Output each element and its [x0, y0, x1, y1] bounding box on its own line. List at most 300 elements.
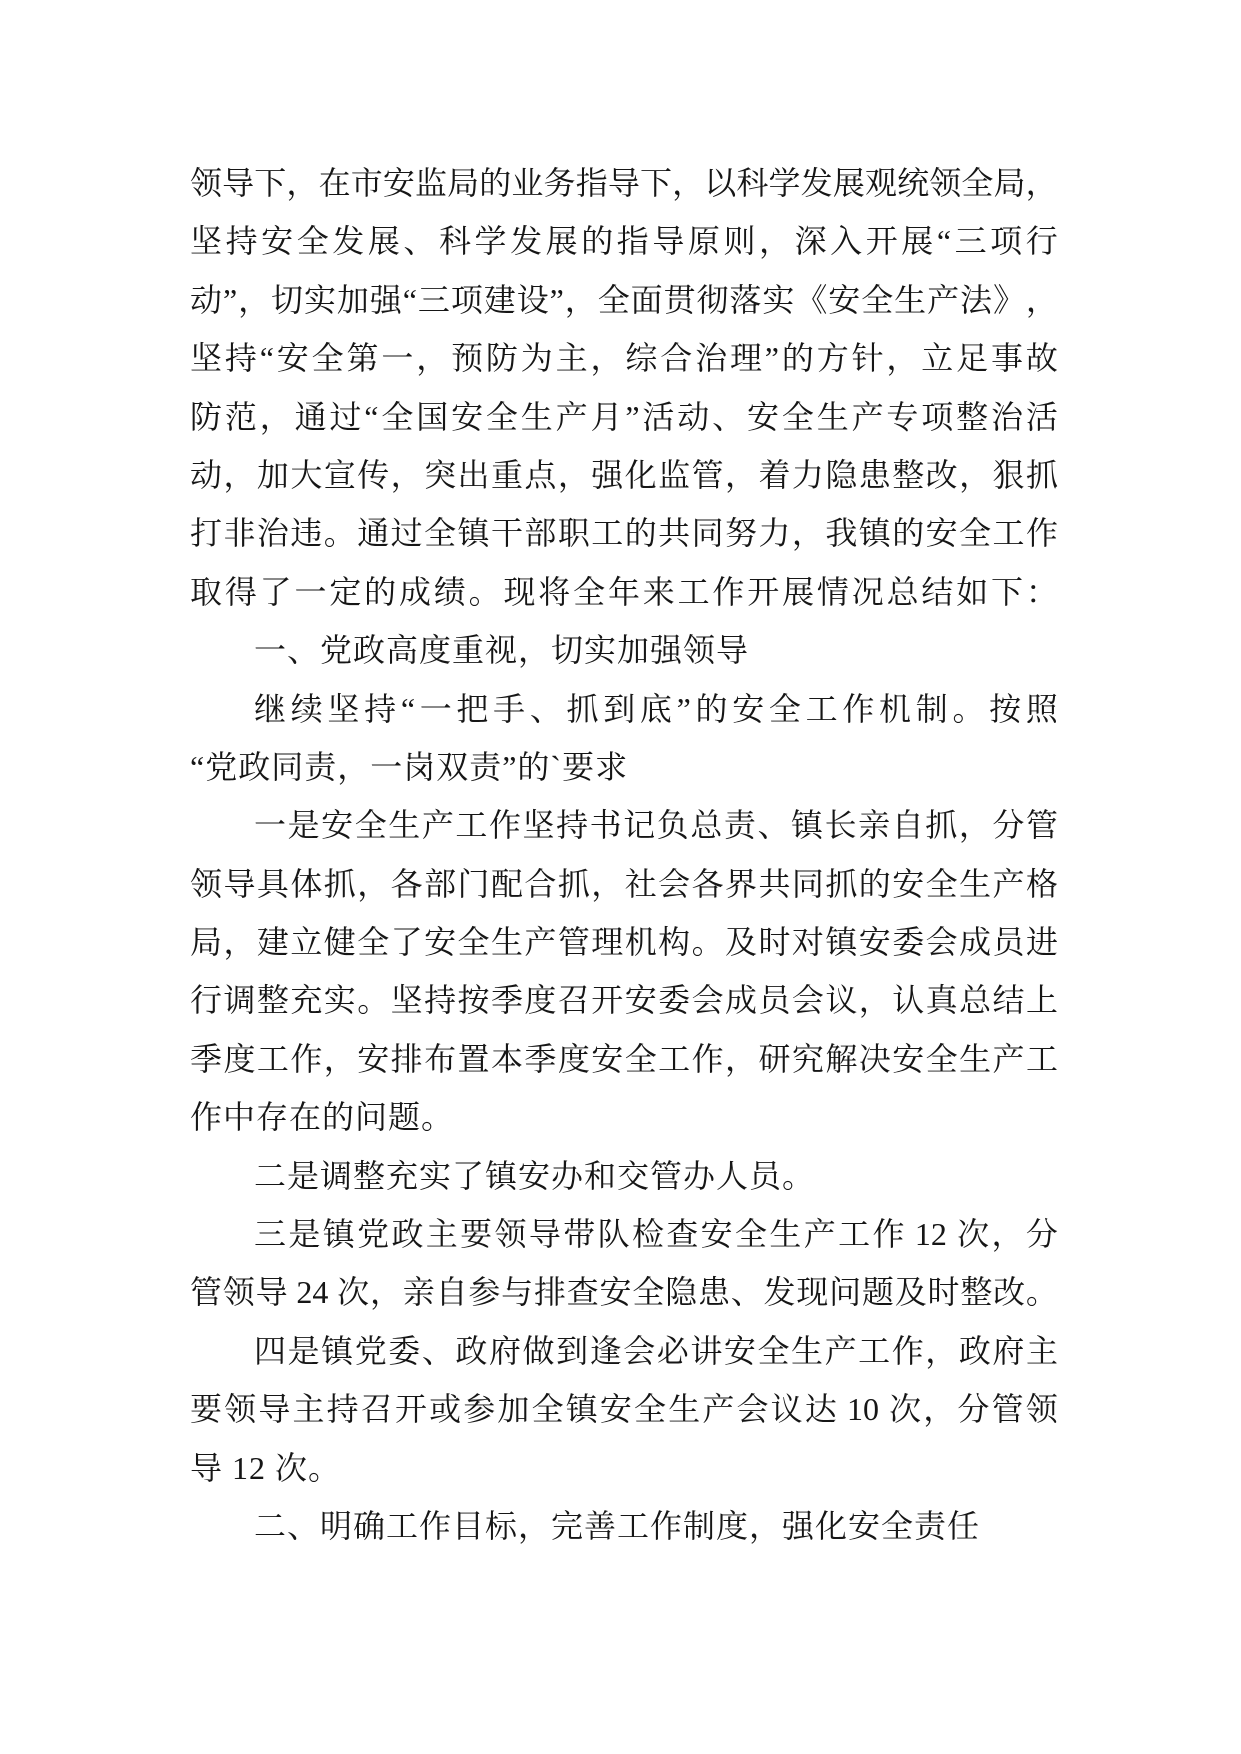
- text-line: [190, 1380, 1058, 1438]
- text-token: 同: [691, 515, 724, 552]
- text-token: 取: [190, 573, 223, 610]
- text-token: 安: [732, 690, 765, 727]
- text-token: 亲: [858, 807, 891, 844]
- text-token: 镇: [322, 1216, 355, 1253]
- text-token: 的: [858, 865, 891, 902]
- text-token: 的: [479, 165, 512, 201]
- text-token: 12: [906, 1216, 955, 1253]
- text-token: ，: [369, 1274, 402, 1311]
- text-token: 作: [488, 807, 521, 844]
- text-token: 领: [929, 165, 962, 201]
- text-token: 委: [658, 982, 691, 1019]
- text-token: 安: [892, 865, 925, 902]
- text-token: 治: [695, 340, 728, 377]
- text-token: 。: [357, 982, 390, 1019]
- text-token: 镇: [321, 1332, 354, 1369]
- text-token: 。: [1025, 1274, 1058, 1311]
- text-token: 府: [488, 1332, 521, 1369]
- text-token: 抓: [925, 807, 958, 844]
- text-token: 活: [1025, 398, 1058, 435]
- text-token: 下: [991, 573, 1024, 610]
- text-token: 发: [763, 1274, 796, 1311]
- text-token: 主: [425, 1216, 458, 1253]
- text-token: ，: [416, 340, 449, 377]
- text-token: 生: [520, 398, 553, 435]
- text-token: 机: [624, 924, 657, 961]
- text-token: 安: [723, 1332, 756, 1369]
- text-token: 方: [816, 340, 849, 377]
- text-token: 导: [258, 1391, 291, 1428]
- text-token: 实: [303, 281, 336, 318]
- text-token: 行: [1025, 223, 1058, 260]
- text-token: “: [400, 690, 416, 727]
- text-token: 镇: [565, 1391, 598, 1428]
- text-token: 达: [804, 1391, 837, 1428]
- text-token: 总: [690, 807, 723, 844]
- text-token: 局: [447, 165, 480, 201]
- text-token: 国: [416, 398, 449, 435]
- text-token: 主: [292, 1391, 325, 1428]
- text-token: 作: [1025, 515, 1058, 552]
- text-token: 作: [290, 1040, 323, 1077]
- text-token: 现: [796, 1274, 829, 1311]
- text-token: 展: [367, 223, 400, 260]
- text-token: ，: [1025, 165, 1058, 201]
- text-token: 管: [190, 1274, 223, 1311]
- text-token: 员: [758, 982, 791, 1019]
- text-token: 构: [658, 924, 691, 961]
- text-token: ，: [259, 398, 292, 435]
- text-token: 成: [725, 982, 758, 1019]
- text-token: 导: [255, 1274, 288, 1311]
- text-token: 整: [892, 456, 925, 493]
- text-token: 统: [897, 165, 930, 201]
- text-token: 按: [457, 982, 490, 1019]
- text-token: 是: [287, 807, 320, 844]
- text-token: 发: [510, 223, 543, 260]
- text-token: 为: [520, 340, 553, 377]
- text-token: ，: [591, 865, 624, 902]
- text-token: 将: [538, 573, 571, 610]
- text-token: 建: [256, 924, 289, 961]
- text-token: 四: [254, 1332, 287, 1369]
- text-token: 手: [493, 690, 526, 727]
- text-token: 全: [624, 1040, 657, 1077]
- text-token: 逢: [589, 1332, 622, 1369]
- text-token: 防: [485, 340, 518, 377]
- text-token: 深: [794, 223, 827, 260]
- text-token: 局: [190, 924, 223, 961]
- text-token: 全: [381, 398, 414, 435]
- text-token: 全: [757, 1332, 790, 1369]
- text-token: 持: [364, 690, 397, 727]
- text-token: 安: [321, 807, 354, 844]
- text-token: 调: [223, 982, 256, 1019]
- text-token: 全: [632, 1274, 665, 1311]
- text-token: 安: [424, 924, 457, 961]
- text-token: 工: [805, 690, 838, 727]
- text-token: 体: [290, 865, 323, 902]
- text-token: ，: [390, 456, 423, 493]
- text-token: 开: [865, 223, 898, 260]
- text-token: 同: [791, 865, 824, 902]
- text-token: 导: [652, 223, 685, 260]
- text-token: 到: [556, 1332, 589, 1369]
- text-token: 到: [603, 690, 636, 727]
- text-line: [190, 504, 1058, 562]
- text-token: 打: [190, 515, 223, 552]
- text-token: 检: [631, 1216, 664, 1253]
- text-token: 安: [451, 398, 484, 435]
- text-token: 、: [529, 690, 562, 727]
- text-token: 职: [557, 515, 590, 552]
- text-token: 实: [323, 982, 356, 1019]
- text-token: 作: [891, 1332, 924, 1369]
- text-token: 分: [957, 1391, 990, 1428]
- text-token: 彻: [696, 281, 729, 318]
- text-token: 隐: [665, 1274, 698, 1311]
- text-token: 贯: [663, 281, 696, 318]
- text-token: 领: [224, 1391, 257, 1428]
- text-token: 落: [729, 281, 762, 318]
- text-token: 部: [524, 515, 557, 552]
- text-token: 带: [563, 1216, 596, 1253]
- text-token: 综: [625, 340, 658, 377]
- text-token: 生: [791, 1332, 824, 1369]
- text-token: 项: [990, 223, 1023, 260]
- text-token: 导: [528, 1216, 561, 1253]
- text-token: 理: [729, 340, 762, 377]
- text-token: 行: [190, 982, 223, 1019]
- document-body-text: [190, 154, 1058, 1555]
- text-token: 作: [691, 1040, 724, 1077]
- text-token: 出: [457, 456, 490, 493]
- text-token: 工: [677, 573, 710, 610]
- text-token: 况: [851, 573, 884, 610]
- text-token: 管: [1025, 807, 1058, 844]
- text-token: 坚: [522, 807, 555, 844]
- text-token: 整: [956, 398, 989, 435]
- text-token: 问: [829, 1274, 862, 1311]
- text-token: 观: [864, 165, 897, 201]
- text-token: 过: [329, 398, 362, 435]
- text-token: 安: [828, 281, 861, 318]
- text-token: 力: [758, 515, 791, 552]
- text-token: 镇: [457, 515, 490, 552]
- text-token: 作: [872, 1216, 905, 1253]
- text-token: ”: [222, 281, 238, 318]
- text-token: 坚: [327, 690, 360, 727]
- text-token: 主: [555, 340, 588, 377]
- text-token: 进: [1025, 924, 1058, 961]
- text-line: [190, 1322, 1058, 1380]
- text-token: 安: [591, 1040, 624, 1077]
- text-token: ”: [549, 281, 564, 318]
- text-token: 及: [894, 1274, 927, 1311]
- text-token: ，: [564, 281, 597, 318]
- text-token: 宣: [323, 456, 356, 493]
- text-token: 入: [830, 223, 863, 260]
- text-token: 自: [435, 1274, 468, 1311]
- text-token: 努: [725, 515, 758, 552]
- text-token: 抓: [323, 865, 356, 902]
- text-token: 。: [952, 690, 985, 727]
- text-token: 则: [723, 223, 756, 260]
- text-token: 结: [921, 573, 954, 610]
- text-token: 界: [725, 865, 758, 902]
- text-token: ，: [725, 1040, 758, 1077]
- text-token: 安: [858, 924, 891, 961]
- text-token: 议: [825, 982, 858, 1019]
- text-token: 或: [429, 1391, 462, 1428]
- text-token: 政: [958, 1332, 991, 1369]
- text-token: 会: [658, 865, 691, 902]
- text-token: 得: [224, 573, 257, 610]
- text-token: 议: [770, 1391, 803, 1428]
- text-token: 全: [634, 1391, 667, 1428]
- text-token: 监: [414, 165, 447, 201]
- text-token: 真: [925, 982, 958, 1019]
- text-line: [190, 1263, 1058, 1321]
- text-token: 务: [543, 165, 576, 201]
- text-line: [190, 154, 1058, 212]
- text-token: 领: [190, 165, 223, 201]
- text-token: 管: [691, 456, 724, 493]
- text-token: 事: [991, 340, 1024, 377]
- text-token: 动: [677, 398, 710, 435]
- text-token: 次: [337, 1274, 370, 1311]
- text-token: 安: [276, 340, 309, 377]
- text-token: 生: [388, 807, 421, 844]
- text-token: 改: [925, 456, 958, 493]
- text-token: 会: [925, 924, 958, 961]
- text-token: ”: [676, 690, 691, 727]
- text-token: 开: [747, 573, 780, 610]
- text-token: 安: [624, 982, 657, 1019]
- text-token: 分: [992, 807, 1025, 844]
- text-token: 导: [222, 165, 255, 201]
- text-token: 发: [800, 165, 833, 201]
- text-token: 政: [391, 1216, 424, 1253]
- text-line: [190, 913, 1058, 971]
- text-token: 全: [781, 398, 814, 435]
- text-token: 。: [691, 924, 724, 961]
- text-line: [190, 971, 1058, 1029]
- text-token: 改: [993, 1274, 1026, 1311]
- text-token: 全: [531, 1391, 564, 1428]
- text-token: 的: [364, 573, 397, 610]
- text-token: 府: [992, 1332, 1025, 1369]
- text-token: 做: [522, 1332, 555, 1369]
- text-token: 部: [424, 865, 457, 902]
- text-token: 力: [791, 456, 824, 493]
- text-token: 全: [311, 340, 344, 377]
- text-token: 三: [417, 281, 450, 318]
- text-token: 、: [421, 1332, 454, 1369]
- text-token: 强: [369, 281, 402, 318]
- text-token: 》: [992, 281, 1025, 318]
- text-token: 法: [960, 281, 993, 318]
- text-token: 立: [921, 340, 954, 377]
- text-token: 产: [702, 1391, 735, 1428]
- text-token: 作: [712, 573, 745, 610]
- text-token: 成: [959, 924, 992, 961]
- text-token: 强: [591, 456, 624, 493]
- text-line: 导 12 次。: [190, 1449, 342, 1486]
- text-token: 以: [704, 165, 737, 201]
- text-token: 了: [259, 573, 292, 610]
- text-token: 各: [691, 865, 724, 902]
- text-token: 理: [591, 924, 624, 961]
- text-token: 分: [1025, 1216, 1058, 1253]
- text-token: ，: [557, 456, 590, 493]
- text-token: ，: [323, 1040, 356, 1077]
- text-token: 展: [901, 223, 934, 260]
- text-token: 安: [599, 1274, 632, 1311]
- text-token: 季: [190, 1040, 223, 1077]
- text-token: 的: [624, 515, 657, 552]
- text-token: 活: [642, 398, 675, 435]
- text-token: 产: [824, 1332, 857, 1369]
- text-token: 患: [697, 1274, 730, 1311]
- text-token: 学: [474, 223, 507, 260]
- text-token: ，: [238, 281, 271, 318]
- text-token: 总: [959, 982, 992, 1019]
- text-token: 的: [892, 515, 925, 552]
- text-token: 研: [758, 1040, 791, 1077]
- text-token: 党: [354, 1332, 387, 1369]
- text-token: 责: [723, 807, 756, 844]
- text-token: 第: [346, 340, 379, 377]
- text-token: ”: [764, 340, 779, 377]
- text-token: “: [364, 398, 379, 435]
- text-token: 坚: [190, 223, 223, 260]
- text-token: 合: [660, 340, 693, 377]
- text-token: 认: [892, 982, 925, 1019]
- text-token: 年: [607, 573, 640, 610]
- text-token: 管: [991, 1391, 1024, 1428]
- text-token: 配: [490, 865, 523, 902]
- text-token: 机: [879, 690, 912, 727]
- text-token: 下: [639, 165, 672, 201]
- text-token: 产: [524, 924, 557, 961]
- text-token: 动: [190, 456, 223, 493]
- text-token: 合: [524, 865, 557, 902]
- text-token: 健: [323, 924, 356, 961]
- text-token: “: [936, 223, 952, 260]
- text-token: 记: [623, 807, 656, 844]
- text-token: 布: [424, 1040, 457, 1077]
- text-token: 要: [190, 1391, 223, 1428]
- text-token: 安: [892, 1040, 925, 1077]
- text-token: 季: [490, 982, 523, 1019]
- text-token: 及: [725, 924, 758, 961]
- text-token: “: [402, 281, 417, 318]
- text-token: 坚: [190, 340, 223, 377]
- text-token: 长: [824, 807, 857, 844]
- text-token: 是: [288, 1216, 321, 1253]
- text-line: [190, 1030, 1058, 1088]
- text-token: 。: [468, 573, 501, 610]
- text-token: 展: [545, 223, 578, 260]
- text-token: 、: [403, 223, 436, 260]
- text-token: 会: [623, 1332, 656, 1369]
- text-token: 导: [223, 865, 256, 902]
- text-token: 安: [746, 398, 779, 435]
- text-token: ，: [923, 1391, 956, 1428]
- text-token: 党: [357, 1216, 390, 1253]
- text-token: 员: [992, 924, 1025, 961]
- text-token: 专: [886, 398, 919, 435]
- text-token: ，: [1025, 281, 1058, 318]
- text-token: 安: [925, 515, 958, 552]
- text-line: 作中存在的问题。: [190, 1099, 455, 1136]
- text-token: 故: [1025, 340, 1058, 377]
- text-token: 持: [224, 340, 257, 377]
- text-token: 查: [666, 1216, 699, 1253]
- text-token: 排: [390, 1040, 423, 1077]
- text-token: 持: [424, 982, 457, 1019]
- text-token: 实: [762, 281, 795, 318]
- text-token: 加: [336, 281, 369, 318]
- text-token: 生: [959, 865, 992, 902]
- text-token: ：: [1025, 573, 1058, 610]
- text-token: 展: [782, 573, 815, 610]
- text-token: 展: [832, 165, 865, 201]
- text-token: 是: [287, 1332, 320, 1369]
- text-token: 全: [354, 807, 387, 844]
- text-token: 化: [624, 456, 657, 493]
- text-token: 季: [524, 1040, 557, 1077]
- text-token: 产: [421, 807, 454, 844]
- text-token: 召: [360, 1391, 393, 1428]
- text-token: 上: [1025, 982, 1058, 1019]
- text-token: ，: [958, 807, 991, 844]
- text-token: 各: [390, 865, 423, 902]
- text-token: 作: [842, 690, 875, 727]
- text-token: 通: [357, 515, 390, 552]
- text-token: 发: [332, 223, 365, 260]
- text-token: 对: [791, 924, 824, 961]
- text-token: 坚: [390, 982, 423, 1019]
- text-token: 讲: [690, 1332, 723, 1369]
- text-token: 来: [642, 573, 675, 610]
- text-token: ，: [791, 515, 824, 552]
- text-token: ，: [991, 1216, 1024, 1253]
- text-token: 市: [350, 165, 383, 201]
- text-token: 生: [894, 281, 927, 318]
- text-token: 全: [925, 1040, 958, 1077]
- text-token: 重: [490, 456, 523, 493]
- text-token: 本: [490, 1040, 523, 1077]
- text-line: “党政同责，一岗双责”的`要求: [190, 748, 629, 785]
- text-token: 三: [954, 223, 987, 260]
- text-token: 自: [891, 807, 924, 844]
- text-token: 干: [490, 515, 523, 552]
- text-token: 参: [463, 1391, 496, 1428]
- text-token: 传: [357, 456, 390, 493]
- text-token: 狠: [992, 456, 1025, 493]
- text-token: 产: [803, 1216, 836, 1253]
- text-token: ，: [590, 340, 623, 377]
- text-token: 生: [490, 924, 523, 961]
- text-token: 项: [921, 398, 954, 435]
- text-token: 度: [524, 982, 557, 1019]
- text-token: 安: [700, 1216, 733, 1253]
- text-token: 情: [816, 573, 849, 610]
- text-token: 工: [992, 515, 1025, 552]
- text-token: 政: [455, 1332, 488, 1369]
